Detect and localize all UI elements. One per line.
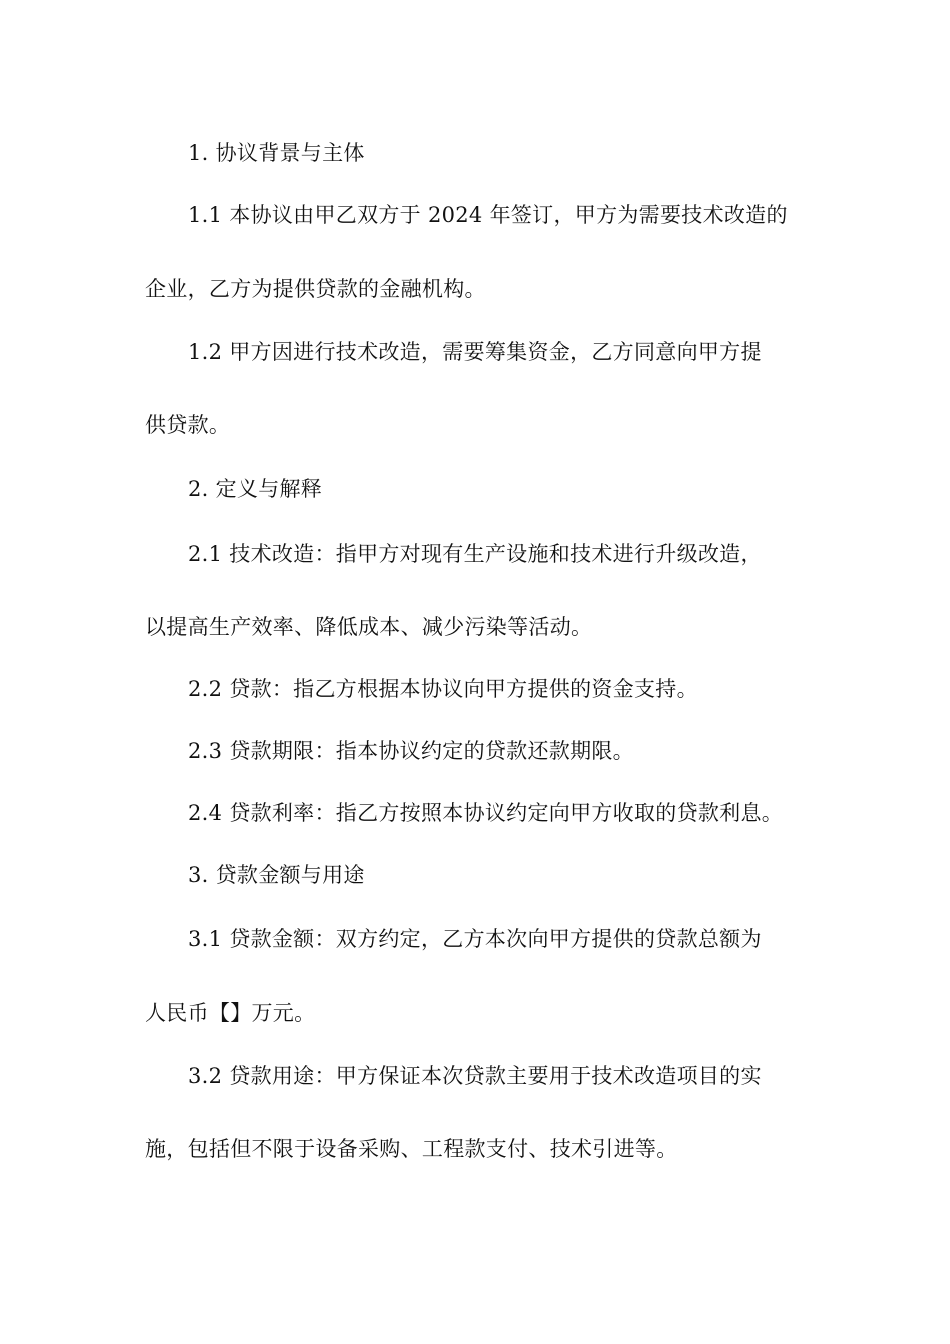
clause-3-2-line-2: 施，包括但不限于设备采购、工程款支付、技术引进等。	[145, 1137, 678, 1161]
clause-1-2-line-2: 供贷款。	[145, 413, 231, 437]
clause-2-1-line-1: 2.1 技术改造：指甲方对现有生产设施和技术进行升级改造，	[188, 542, 762, 566]
section-3-heading: 3. 贷款金额与用途	[188, 863, 365, 887]
clause-2-3: 2.3 贷款期限：指本协议约定的贷款还款期限。	[188, 739, 634, 763]
clause-2-1-line-2: 以提高生产效率、降低成本、减少污染等活动。	[145, 615, 593, 639]
section-1-heading: 1. 协议背景与主体	[188, 141, 365, 165]
clause-2-2: 2.2 贷款：指乙方根据本协议向甲方提供的资金支持。	[188, 677, 698, 701]
clause-3-1-line-2: 人民币【】万元。	[145, 1001, 316, 1025]
section-2-heading: 2. 定义与解释	[188, 477, 323, 501]
clause-3-1-line-1: 3.1 贷款金额：双方约定，乙方本次向甲方提供的贷款总额为	[188, 927, 762, 951]
clause-1-1-line-1: 1.1 本协议由甲乙双方于 2024 年签订，甲方为需要技术改造的	[188, 203, 788, 227]
clause-3-2-line-1: 3.2 贷款用途：甲方保证本次贷款主要用于技术改造项目的实	[188, 1064, 762, 1088]
clause-2-4: 2.4 贷款利率：指乙方按照本协议约定向甲方收取的贷款利息。	[188, 801, 784, 825]
clause-1-1-line-2: 企业，乙方为提供贷款的金融机构。	[145, 277, 486, 301]
clause-1-2-line-1: 1.2 甲方因进行技术改造，需要筹集资金，乙方同意向甲方提	[188, 340, 762, 364]
